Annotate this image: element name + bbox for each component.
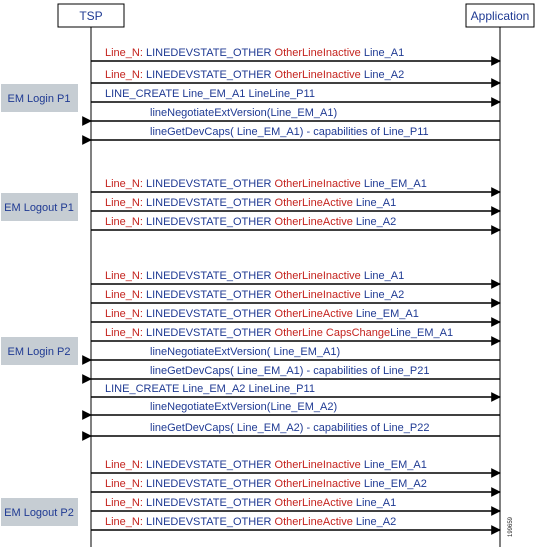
message-label-part: OtherLineInactive xyxy=(274,289,361,301)
message-11 xyxy=(91,308,500,322)
figure-id: 199659 xyxy=(508,516,514,537)
message-label-part: lineNegotiateExtVersion(Line_EM_A2) xyxy=(150,401,338,413)
message-label xyxy=(105,289,404,301)
message-label-part: OtherLineActive xyxy=(274,516,353,528)
application-header-label: Application xyxy=(470,9,530,23)
message-label-part: Line_A1 xyxy=(352,497,397,509)
message-label-part: OtherLine CapsChange xyxy=(274,327,391,339)
message-label-part: Line_A1 xyxy=(352,197,397,209)
message-label-part: Line_N: xyxy=(105,216,143,228)
message-6 xyxy=(91,178,500,192)
message-label-part: Line_EM_A2 xyxy=(360,478,427,490)
message-label-part: OtherLineInactive xyxy=(274,178,361,190)
message-label-part: Line_N: xyxy=(105,69,143,81)
message-15 xyxy=(91,383,500,397)
message-label-part: Line_N: xyxy=(105,308,143,320)
message-label-part: Line_A2 xyxy=(352,516,397,528)
phase-em-login-p1 xyxy=(1,84,78,112)
phase-label: EM Login P1 xyxy=(7,93,71,105)
message-2 xyxy=(91,69,500,83)
message-label-part: lineGetDevCaps( Line_EM_A1) - capabilities of Line_P11 xyxy=(150,126,429,138)
message-label-part: Line_N: xyxy=(105,270,143,282)
message-label-part: Line_N: xyxy=(105,197,143,209)
message-label-part: LINEDEVSTATE_OTHER xyxy=(142,197,275,209)
message-label xyxy=(150,346,340,358)
message-label-part: Line_A2 xyxy=(360,289,405,301)
tsp-header xyxy=(58,4,124,27)
phase-label: EM Logout P2 xyxy=(4,507,74,519)
tsp-header-label: TSP xyxy=(79,9,103,23)
message-16 xyxy=(91,401,500,415)
message-label-part: OtherLineActive xyxy=(274,308,353,320)
message-label-part: lineNegotiateExtVersion( Line_EM_A1) xyxy=(150,346,341,358)
message-label-part: LINEDEVSTATE_OTHER xyxy=(142,178,275,190)
message-label xyxy=(105,327,453,339)
message-20 xyxy=(91,497,500,511)
message-label xyxy=(105,88,315,100)
message-19 xyxy=(91,478,500,492)
message-label-part: Line_N: xyxy=(105,47,143,59)
message-group xyxy=(91,47,500,530)
message-7 xyxy=(91,197,500,211)
message-label-part: Line_N: xyxy=(105,478,143,490)
message-label-part: Line_A1 xyxy=(360,270,405,282)
message-label xyxy=(105,383,315,395)
message-label-part: LINEDEVSTATE_OTHER xyxy=(142,308,275,320)
message-12 xyxy=(91,327,500,341)
message-label-part: Line_A2 xyxy=(352,216,397,228)
message-label-part: OtherLineActive xyxy=(274,497,353,509)
message-label-part: LINEDEVSTATE_OTHER xyxy=(142,69,275,81)
message-4 xyxy=(91,107,500,121)
message-label xyxy=(150,126,429,138)
message-label xyxy=(150,422,429,434)
message-label-part: LINEDEVSTATE_OTHER xyxy=(142,270,275,282)
message-label-part: LINEDEVSTATE_OTHER xyxy=(142,47,275,59)
message-label xyxy=(150,365,429,377)
message-label-part: LINEDEVSTATE_OTHER xyxy=(142,516,275,528)
message-label-part: lineGetDevCaps( Line_EM_A2) - capabilities of Line_P22 xyxy=(150,422,430,434)
message-label-part: Line_N: xyxy=(105,516,143,528)
message-label xyxy=(105,478,427,490)
phase-em-logout-p1 xyxy=(1,193,78,221)
message-label-part: Line_N: xyxy=(105,497,143,509)
message-label-part: LINEDEVSTATE_OTHER xyxy=(142,289,275,301)
message-label-part: LINE_CREATE Line_EM_A1 LineLine_P11 xyxy=(105,88,315,100)
message-label-part: Line_A2 xyxy=(360,69,405,81)
phase-em-logout-p2 xyxy=(1,498,78,526)
message-label-part: Line_A1 xyxy=(360,47,405,59)
message-label xyxy=(105,178,427,190)
message-label xyxy=(150,401,337,413)
message-17 xyxy=(91,422,500,436)
message-label-part: OtherLineActive xyxy=(274,216,353,228)
message-18 xyxy=(91,459,500,473)
message-13 xyxy=(91,346,500,360)
message-label-part: Line_N: xyxy=(105,327,143,339)
message-label xyxy=(105,69,404,81)
message-label-part: Line_EM_A1 xyxy=(390,327,454,339)
message-label-part: Line_N: xyxy=(105,178,143,190)
message-label-part: LINE_CREATE Line_EM_A2 LineLine_P11 xyxy=(105,383,315,395)
message-21 xyxy=(91,516,500,530)
message-label-part: OtherLineInactive xyxy=(274,478,361,490)
message-label xyxy=(105,47,404,59)
message-8 xyxy=(91,216,500,230)
message-label-part: OtherLineInactive xyxy=(274,459,361,471)
message-label-part: OtherLineActive xyxy=(274,197,353,209)
message-label-part: lineNegotiateExtVersion(Line_EM_A1) xyxy=(150,107,338,119)
message-label xyxy=(150,107,337,119)
message-label-part: Line_EM_A1 xyxy=(352,308,419,320)
phase-em-login-p2 xyxy=(1,337,78,365)
message-label xyxy=(105,216,396,228)
message-label-part: Line_EM_A1 xyxy=(360,178,427,190)
message-1 xyxy=(91,47,500,61)
message-label xyxy=(105,308,419,320)
message-label xyxy=(105,497,396,509)
message-label-part: Line_N: xyxy=(105,459,143,471)
message-label-part: LINEDEVSTATE_OTHER xyxy=(142,497,275,509)
message-label xyxy=(105,270,404,282)
phase-label: EM Login P2 xyxy=(7,346,71,358)
message-10 xyxy=(91,289,500,303)
message-label-part: LINEDEVSTATE_OTHER xyxy=(142,216,275,228)
message-14 xyxy=(91,365,500,379)
message-label-part: OtherLineInactive xyxy=(274,47,361,59)
message-9 xyxy=(91,270,500,284)
phase-label: EM Logout P1 xyxy=(4,202,74,214)
message-label xyxy=(105,459,427,471)
message-5 xyxy=(91,126,500,140)
message-label-part: LINEDEVSTATE_OTHER xyxy=(142,478,275,490)
message-label-part: OtherLineInactive xyxy=(274,69,361,81)
message-label-part: LINEDEVSTATE_OTHER xyxy=(142,459,275,471)
message-label-part: Line_N: xyxy=(105,289,143,301)
message-label-part: LINEDEVSTATE_OTHER xyxy=(142,327,275,339)
message-label-part: OtherLineInactive xyxy=(274,270,361,282)
message-3 xyxy=(91,88,500,102)
message-label xyxy=(105,516,396,528)
message-label-part: lineGetDevCaps( Line_EM_A1) - capabilities of Line_P21 xyxy=(150,365,430,377)
message-label-part: Line_EM_A1 xyxy=(360,459,427,471)
application-header xyxy=(466,4,534,27)
message-label xyxy=(105,197,396,209)
